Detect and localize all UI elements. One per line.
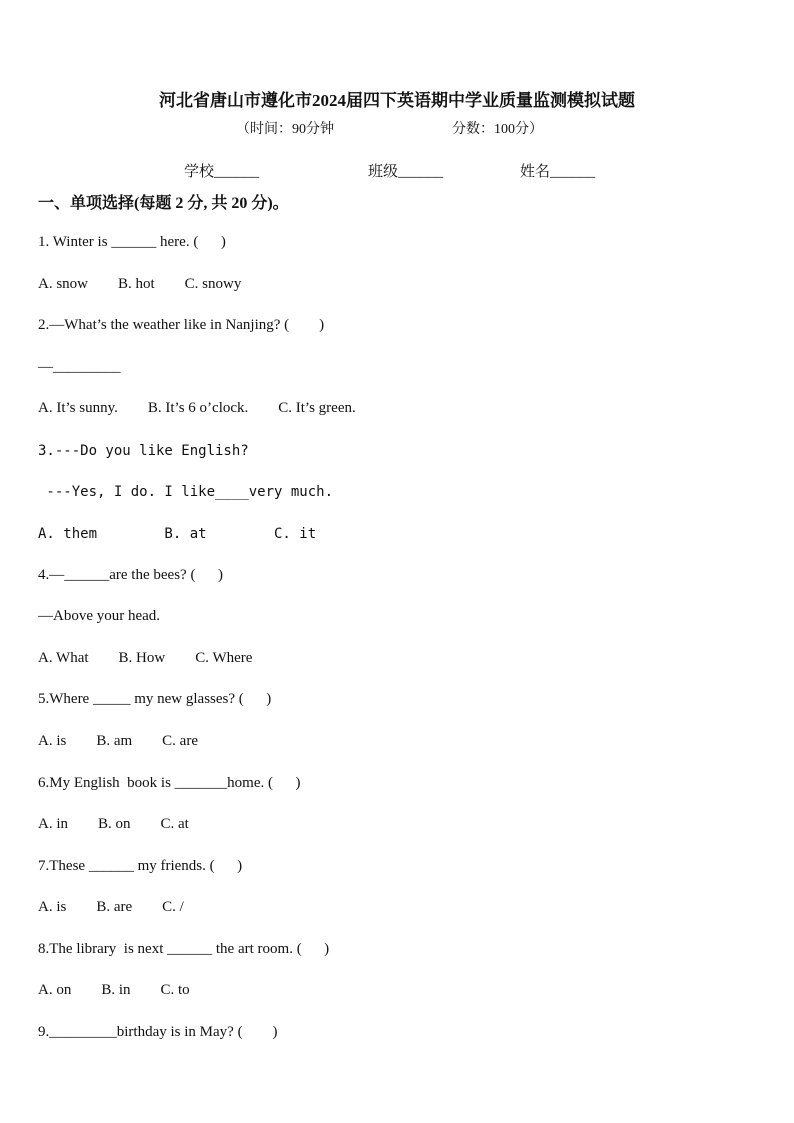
options-4: A. What B. How C. Where <box>38 650 253 666</box>
answer-blank-2: —_________ <box>38 359 121 375</box>
section-title: 一、单项选择(每题 2 分, 共 20 分)。 <box>38 195 289 212</box>
class-field[interactable]: 班级______ <box>368 164 444 180</box>
exam-score: 分数：100分） <box>452 122 543 137</box>
exam-time: （时间：90分钟 <box>236 122 334 137</box>
question-6: 6.My English book is _______home. ( ) <box>38 775 301 791</box>
options-5: A. is B. am C. are <box>38 733 198 749</box>
question-8: 8.The library is next ______ the art room. ( ) <box>38 941 330 957</box>
page-title: 河北省唐山市遵化市2024届四下英语期中学业质量监测模拟试题 <box>159 91 635 110</box>
question-2: 2.—What’s the weather like in Nanjing? ( ) <box>38 317 325 333</box>
question-3-reply: ---Yes, I do. I like____very much. <box>38 484 334 500</box>
question-7: 7.These ______ my friends. ( ) <box>38 858 243 874</box>
school-field[interactable]: 学校______ <box>184 164 260 180</box>
options-3: A. them B. at C. it <box>38 526 317 542</box>
question-9: 9._________birthday is in May? ( ) <box>38 1024 278 1040</box>
question-4-reply: —Above your head. <box>38 608 161 624</box>
question-5: 5.Where _____ my new glasses? ( ) <box>38 691 272 707</box>
question-1: 1. Winter is ______ here. ( ) <box>38 234 226 250</box>
options-8: A. on B. in C. to <box>38 982 190 998</box>
options-1: A. snow B. hot C. snowy <box>38 276 242 292</box>
options-6: A. in B. on C. at <box>38 816 189 832</box>
options-7: A. is B. are C. / <box>38 899 184 915</box>
name-field[interactable]: 姓名______ <box>520 164 596 180</box>
options-2: A. It’s sunny. B. It’s 6 o’clock. C. It’s green. <box>38 400 356 416</box>
question-4: 4.—______are the bees? ( ) <box>38 567 223 583</box>
question-3: 3.---Do you like English? <box>38 443 249 459</box>
